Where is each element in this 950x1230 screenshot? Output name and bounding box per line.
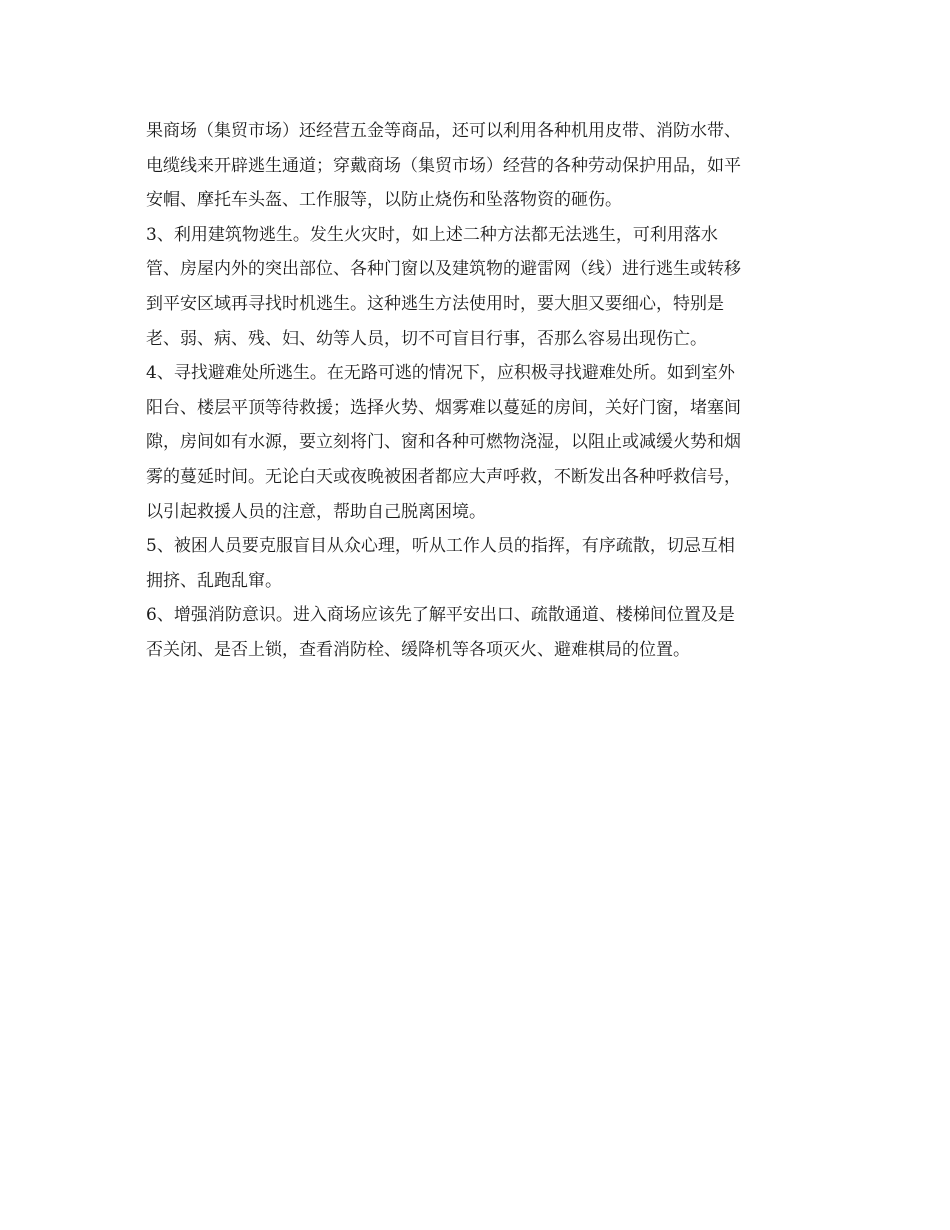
text-line: 5、被困人员要克服盲目从众心理，听从工作人员的指挥，有序疏散，切忌互相 — [146, 536, 735, 557]
text-line: 以引起救援人员的注意，帮助自己脱离困境。 — [146, 501, 486, 522]
text-line: 果商场（集贸市场）还经营五金等商品，还可以利用各种机用皮带、消防水带、 — [146, 121, 741, 141]
text-line: 4、寻找避难处所逃生。在无路可逃的情况下，应积极寻找避难处所。如到室外 — [146, 363, 735, 384]
text-line: 隙，房间如有水源，要立刻将门、窗和各种可燃物浇湿，以阻止或减缓火势和烟 — [146, 432, 741, 453]
text-line: 老、弱、病、残、妇、幼等人员，切不可盲目行事，否那么容易出现伤亡。 — [146, 328, 707, 349]
text-line: 阳台、楼层平顶等待救援；选择火势、烟雾难以蔓延的房间，关好门窗，堵塞间 — [146, 397, 741, 418]
text-line: 雾的蔓延时间。无论白天或夜晚被困者都应大声呼救，不断发出各种呼救信号， — [146, 466, 741, 487]
text-line: 拥挤、乱跑乱窜。 — [146, 570, 282, 591]
text-line: 安帽、摩托车头盔、工作服等，以防止烧伤和坠落物资的砸伤。 — [146, 190, 622, 211]
text-line: 管、房屋内外的突出部位、各种门窗以及建筑物的避雷网（线）进行逃生或转移 — [146, 259, 741, 280]
text-line: 6、增强消防意识。进入商场应该先了解平安出口、疏散通道、楼梯间位置及是 — [146, 605, 735, 626]
text-line: 3、利用建筑物逃生。发生火灾时，如上述二种方法都无法逃生，可利用落水 — [146, 224, 718, 245]
document-body — [146, 114, 806, 668]
text-line: 电缆线来开辟逃生通道；穿戴商场（集贸市场）经营的各种劳动保护用品，如平 — [146, 155, 741, 176]
text-line: 到平安区域再寻找时机逃生。这种逃生方法使用时，要大胆又要细心，特别是 — [146, 293, 724, 314]
text-line: 否关闭、是否上锁，查看消防栓、缓降机等各项灭火、避难棋局的位置。 — [146, 639, 690, 660]
